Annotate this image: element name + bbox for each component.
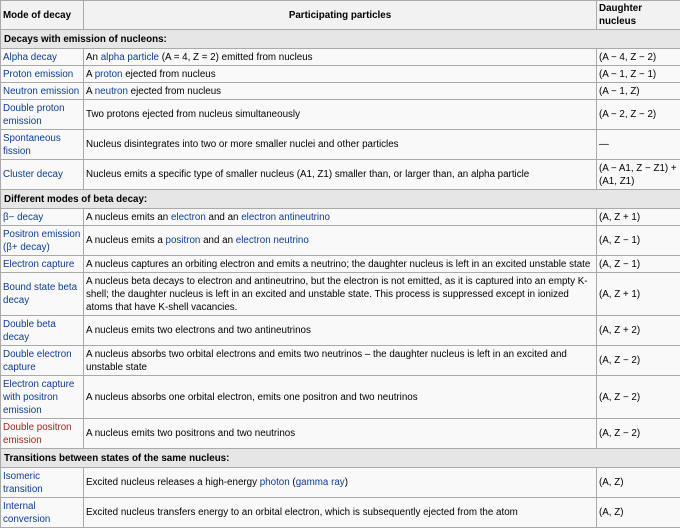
description: Nucleus emits a specific type of smaller nucleus (A1, Z1) smaller than, or larger than, an alpha particle: [84, 160, 597, 190]
desc-text: A nucleus emits an: [86, 211, 171, 223]
daughter-nucleus: (A, Z + 2): [597, 316, 680, 346]
desc-text: ejected from nucleus: [127, 85, 222, 97]
section-title: Transitions between states of the same nucleus:: [1, 449, 680, 468]
description: [84, 226, 597, 256]
mode-link[interactable]: Double proton emission: [1, 100, 84, 130]
description: [84, 49, 597, 66]
table-row: [1, 83, 680, 100]
desc-link[interactable]: electron neutrino: [235, 235, 309, 246]
desc-link[interactable]: electron antineutrino: [241, 211, 331, 223]
description: Nucleus disintegrates into two or more smaller nuclei and other particles: [84, 130, 597, 160]
table-row: [1, 346, 680, 376]
description: A nucleus beta decays to electron and antineutrino, but the electron is not emitted, as it is captured into an empty K-shell; the daughter nucleus is left in an excited and unstable state. This process is suppressed except in ionized atoms that have K-shell vacancies.: [84, 273, 597, 316]
mode-link[interactable]: Electron capture: [1, 256, 84, 273]
description: A nucleus captures an orbiting electron and emits a neutrino; the daughter nucleus is left in an excited unstable state: [84, 256, 597, 273]
daughter-nucleus: (A − 2, Z − 2): [597, 100, 680, 130]
header-particles: Participating particles: [84, 1, 597, 30]
table-row: [1, 100, 680, 130]
daughter-nucleus: (A − A1, Z − Z1) + (A1, Z1): [597, 160, 680, 190]
description: Excited nucleus transfers energy to an orbital electron, which is subsequently ejected from the atom: [84, 498, 597, 528]
description: [84, 83, 597, 100]
table-row: [1, 376, 680, 419]
table-row: [1, 66, 680, 83]
mode-link[interactable]: Internal conversion: [1, 498, 84, 528]
desc-text: ): [344, 477, 348, 488]
description: [84, 209, 597, 226]
mode-link[interactable]: Electron capture with positron emission: [1, 376, 84, 419]
table-row: [1, 273, 680, 316]
desc-text: and an: [205, 211, 242, 223]
daughter-nucleus: (A, Z − 2): [597, 346, 680, 376]
daughter-nucleus: (A − 1, Z): [597, 83, 680, 100]
mode-link[interactable]: Spontaneous fission: [1, 130, 84, 160]
mode-link[interactable]: Cluster decay: [1, 160, 84, 190]
table-row: [1, 468, 680, 498]
desc-text: (: [289, 477, 296, 488]
daughter-nucleus: (A, Z + 1): [597, 209, 680, 226]
desc-text: and an: [200, 235, 236, 246]
desc-text: Excited nucleus releases a high-energy: [86, 477, 260, 488]
daughter-nucleus: —: [597, 130, 680, 160]
desc-text: An: [86, 51, 101, 63]
description: [84, 66, 597, 83]
table-row: [1, 498, 680, 528]
description: [84, 468, 597, 498]
daughter-nucleus: (A, Z): [597, 468, 680, 498]
section-header: [1, 30, 680, 49]
header-mode: Mode of decay: [1, 1, 84, 30]
desc-text: (A = 4, Z = 2) emitted from nucleus: [159, 51, 313, 63]
mode-link[interactable]: Bound state beta decay: [1, 273, 84, 316]
table-row: [1, 316, 680, 346]
section-header: [1, 190, 680, 209]
mode-link[interactable]: Positron emission (β+ decay): [1, 226, 84, 256]
section-title: Different modes of beta decay:: [1, 190, 680, 209]
daughter-nucleus: (A − 1, Z − 1): [597, 66, 680, 83]
daughter-nucleus: (A, Z − 1): [597, 226, 680, 256]
daughter-nucleus: (A − 4, Z − 2): [597, 49, 680, 66]
description: A nucleus absorbs one orbital electron, emits one positron and two neutrinos: [84, 376, 597, 419]
daughter-nucleus: (A, Z + 1): [597, 273, 680, 316]
desc-link[interactable]: alpha particle: [100, 51, 159, 63]
mode-link[interactable]: Double beta decay: [1, 316, 84, 346]
table-row: [1, 419, 680, 449]
table-row: [1, 49, 680, 66]
mode-link[interactable]: Alpha decay: [1, 49, 84, 66]
description: A nucleus emits two electrons and two antineutrinos: [84, 316, 597, 346]
desc-link[interactable]: electron: [170, 211, 206, 223]
desc-text: A: [86, 85, 95, 97]
desc-text: ejected from nucleus: [122, 68, 216, 80]
section-title: Decays with emission of nucleons:: [1, 30, 680, 49]
mode-link[interactable]: Neutron emission: [1, 83, 84, 100]
daughter-nucleus: (A, Z − 2): [597, 376, 680, 419]
table-row: [1, 256, 680, 273]
table-row: [1, 160, 680, 190]
description: Two protons ejected from nucleus simultaneously: [84, 100, 597, 130]
desc-text: A: [86, 68, 95, 80]
table-row: [1, 209, 680, 226]
description: A nucleus emits two positrons and two neutrinos: [84, 419, 597, 449]
mode-link[interactable]: Double positron emission: [1, 419, 84, 449]
daughter-nucleus: (A, Z − 1): [597, 256, 680, 273]
desc-text: A nucleus emits a: [86, 235, 166, 246]
mode-link[interactable]: Proton emission: [1, 66, 84, 83]
description: A nucleus absorbs two orbital electrons and emits two neutrinos – the daughter nucleus is left in an excited and unstable state: [84, 346, 597, 376]
mode-link[interactable]: β− decay: [1, 209, 84, 226]
daughter-nucleus: (A, Z): [597, 498, 680, 528]
desc-link[interactable]: neutron: [94, 85, 128, 97]
desc-link[interactable]: gamma ray: [295, 477, 345, 488]
header-row: [1, 1, 680, 30]
desc-link[interactable]: photon: [259, 477, 290, 488]
table-row: [1, 130, 680, 160]
daughter-nucleus: (A, Z − 2): [597, 419, 680, 449]
desc-link[interactable]: proton: [94, 68, 123, 80]
section-header: [1, 449, 680, 468]
table-row: [1, 226, 680, 256]
mode-link[interactable]: Isomeric transition: [1, 468, 84, 498]
desc-link[interactable]: positron: [165, 235, 201, 246]
header-daughter: Daughter nucleus: [597, 1, 680, 30]
mode-link[interactable]: Double electron capture: [1, 346, 84, 376]
